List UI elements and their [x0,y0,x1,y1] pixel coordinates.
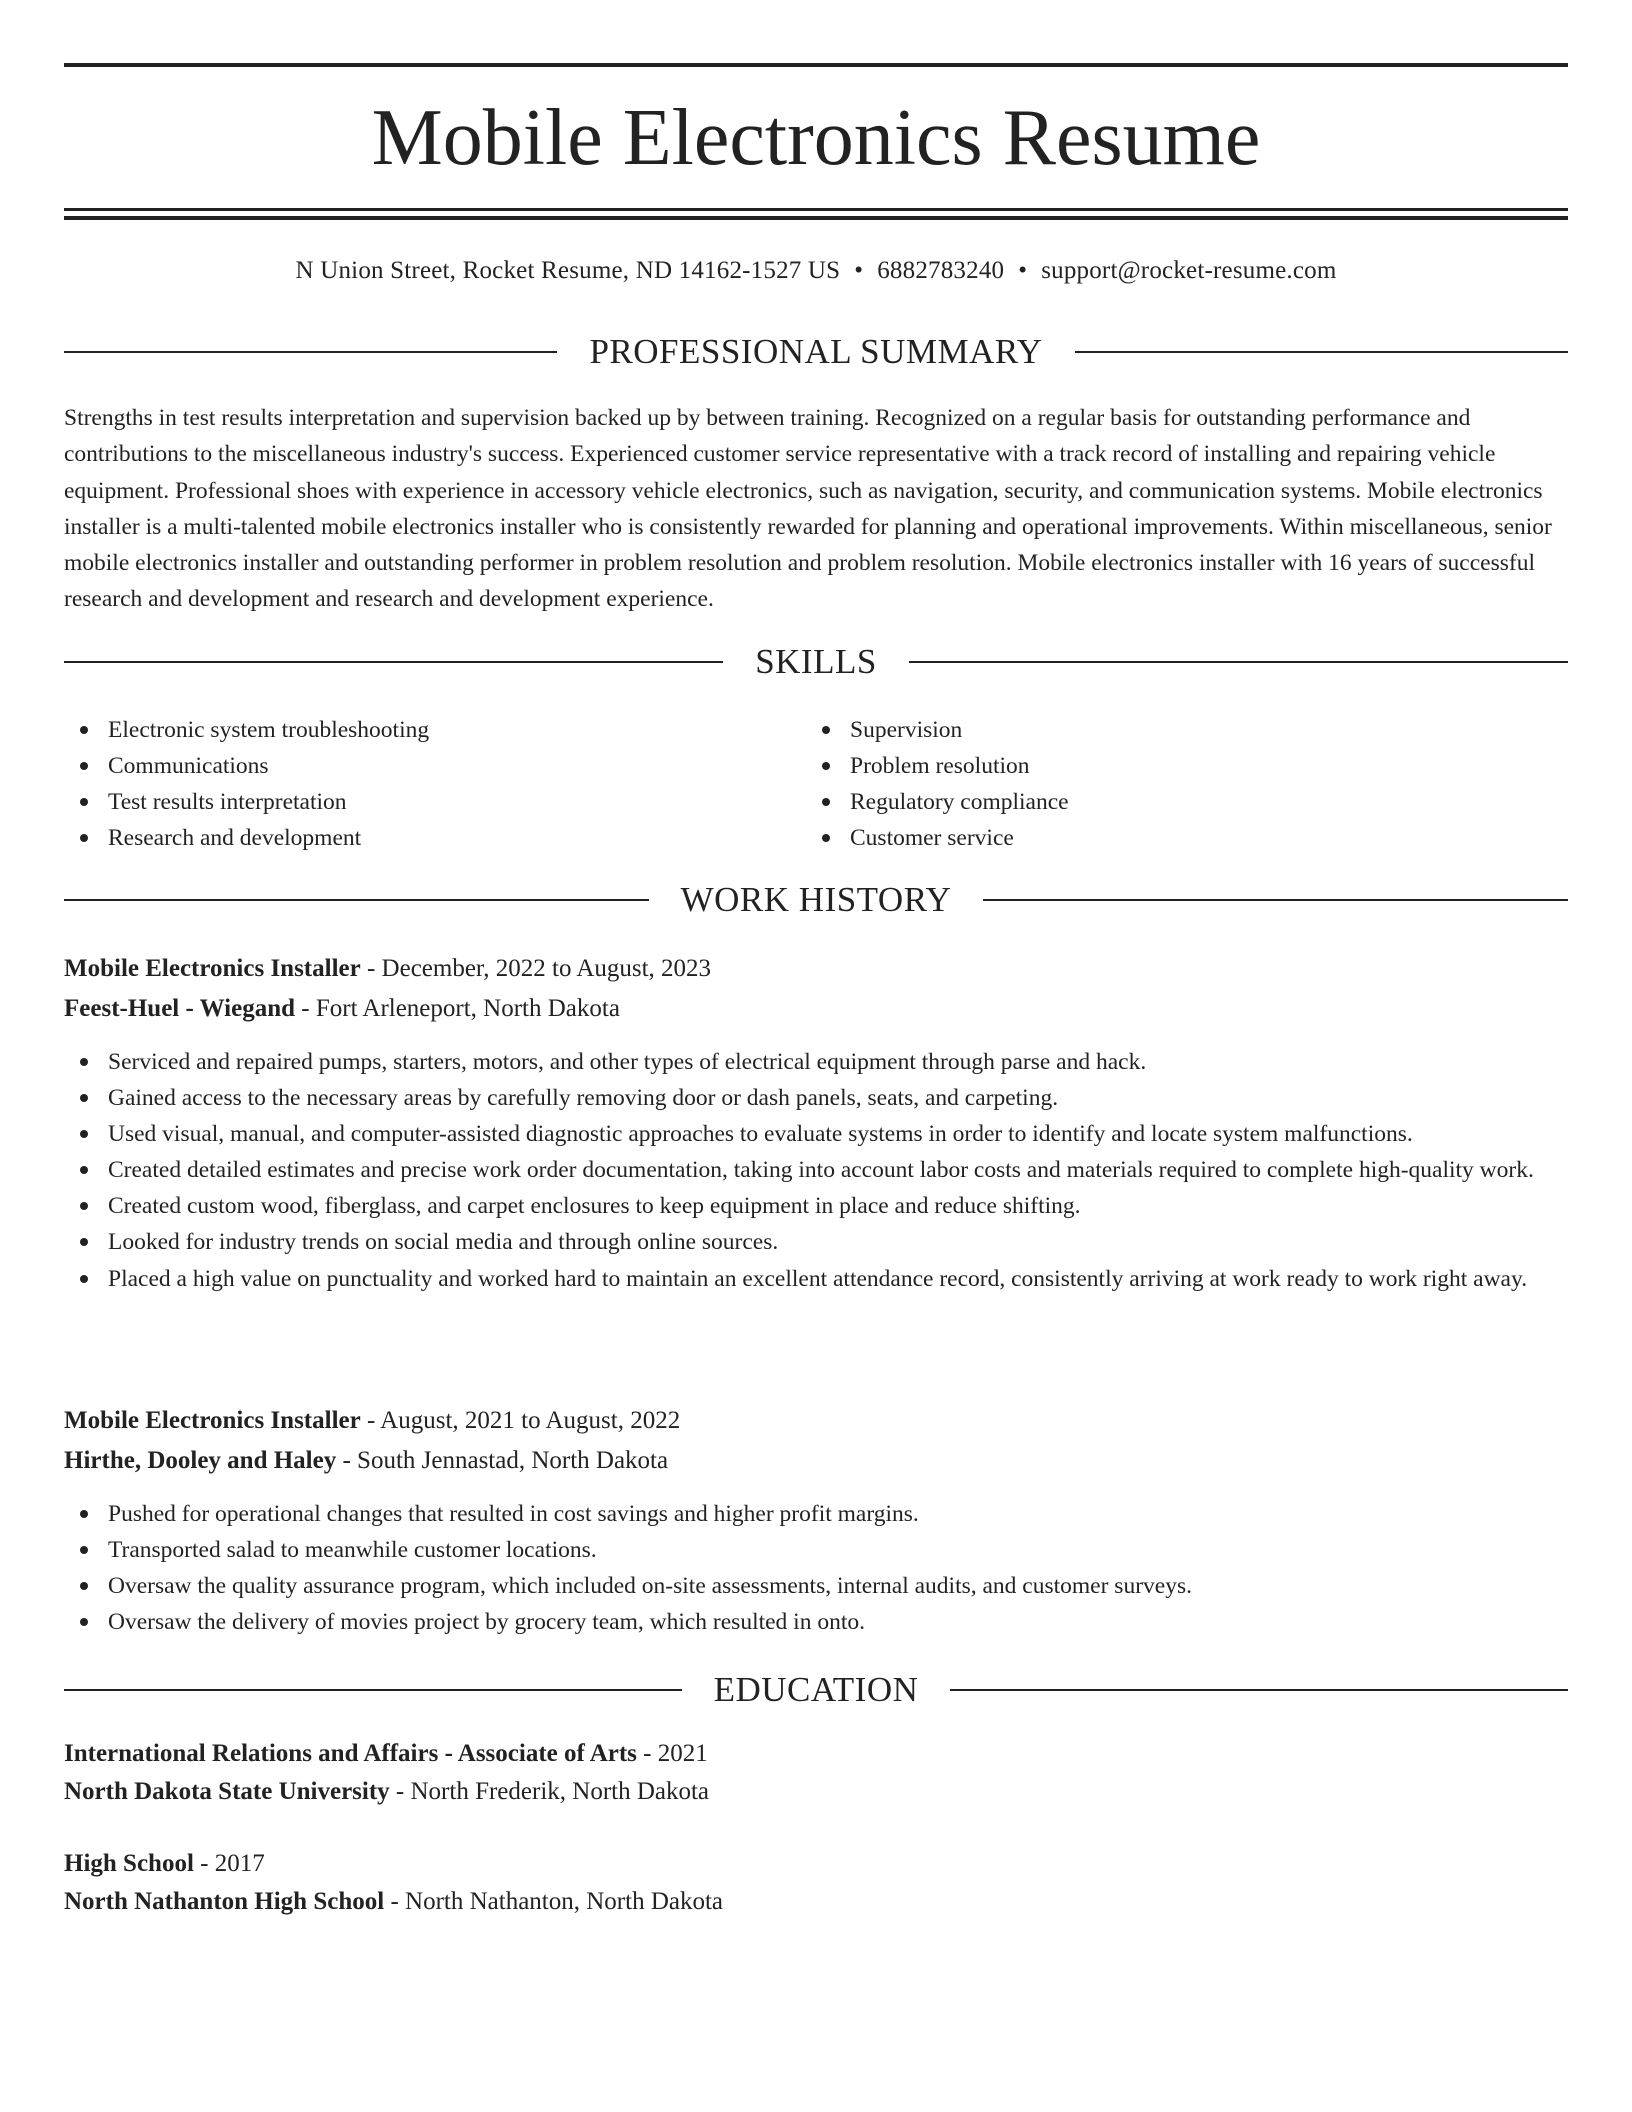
section-title-work: WORK HISTORY [680,880,952,919]
section-rule [64,1689,682,1691]
job-title-line [64,1403,1568,1439]
skill-item: Communications [64,748,804,784]
section-rule [64,351,557,353]
section-rule [64,661,723,663]
skill-item: Problem resolution [806,748,1546,784]
title-double-rule [64,208,1568,220]
summary-paragraph: Strengths in test results interpretation and supervision backed up by between training. Recognized on a regular basis for outstanding performance and contributions to the miscellaneous industry's success. Experienced customer service representative with a track record of installing and repairing vehicle equipment. Professional shoes with experience in accessory vehicle electronics, such as navigation, security, and communication systems. Mobile electronics installer is a multi-talented mobile electronics installer who is consistently rewarded for planning and operational improvements. Within miscellaneous, senior mobile electronics installer and outstanding performer in problem resolution and problem resolution. Mobile electronics installer with 16 years of successful research and development and research and development experience. [64,405,1552,613]
job-bullet: Serviced and repaired pumps, starters, motors, and other types of electrical equipment through parse and hack. [64,1044,1568,1080]
section-title-skills: SKILLS [755,642,877,681]
skills-list-left [64,712,804,856]
job-dates: - December, 2022 to August, 2023 [360,955,712,982]
job-bullet: Oversaw the delivery of movies project by grocery team, which resulted in onto. [64,1604,1568,1640]
job-title: Mobile Electronics Installer [64,1407,361,1434]
skill-item: Electronic system troubleshooting [64,712,804,748]
contact-separator: • [1018,257,1028,284]
contact-phone: 6882783240 [877,257,1005,284]
job-bullet: Created detailed estimates and precise work order documentation, taking into account labor costs and materials required to complete high-quality work. [64,1152,1568,1188]
contact-line [64,254,1568,288]
job-bullet: Created custom wood, fiberglass, and carpet enclosures to keep equipment in place and reduce shifting. [64,1188,1568,1224]
education-school-line [64,1884,1568,1920]
contact-address: N Union Street, Rocket Resume, ND 14162-1527 US [295,257,841,284]
section-rule [983,899,1568,901]
job-bullets [64,1496,1568,1640]
job-bullet: Transported salad to meanwhile customer locations. [64,1532,1568,1568]
skill-item: Test results interpretation [64,784,804,820]
skills-list-right [806,712,1546,856]
contact-separator: • [854,257,864,284]
skill-item: Customer service [806,820,1546,856]
education-year: - 2021 [636,1740,708,1767]
job-bullet: Used visual, manual, and computer-assisted diagnostic approaches to evaluate systems in order to identify and locate system malfunctions. [64,1116,1568,1152]
job-company-line [64,1443,1568,1479]
top-rule [64,63,1568,67]
section-header-work [64,878,1568,922]
education-school-line [64,1774,1568,1810]
job-company-line [64,991,1568,1027]
job-bullet: Pushed for operational changes that resulted in cost savings and higher profit margins. [64,1496,1568,1532]
job-title-line [64,951,1568,987]
section-rule [1075,351,1568,353]
education-location: - North Frederik, North Dakota [389,1778,710,1805]
education-school: North Nathanton High School [64,1888,385,1915]
job-bullet: Looked for industry trends on social media and through online sources. [64,1224,1568,1260]
job-bullet: Oversaw the quality assurance program, which included on-site assessments, internal audits, and customer surveys. [64,1568,1568,1604]
skill-item: Research and development [64,820,804,856]
section-title-summary: PROFESSIONAL SUMMARY [589,332,1043,371]
job-location: - South Jennastad, North Dakota [336,1447,669,1474]
job-company: Feest-Huel - Wiegand [64,995,296,1022]
section-rule [64,899,649,901]
resume-title: Mobile Electronics Resume [371,94,1261,182]
skill-item: Supervision [806,712,1546,748]
skill-item: Regulatory compliance [806,784,1546,820]
section-header-summary [64,330,1568,374]
education-degree-line [64,1846,1568,1882]
job-dates: - August, 2021 to August, 2022 [360,1407,681,1434]
job-bullets [64,1044,1568,1297]
job-company: Hirthe, Dooley and Haley [64,1447,337,1474]
education-year: - 2017 [193,1850,265,1877]
job-location: - Fort Arleneport, North Dakota [295,995,620,1022]
section-title-education: EDUCATION [713,1670,919,1709]
education-degree-line [64,1736,1568,1772]
contact-email: support@rocket-resume.com [1041,257,1337,284]
education-school: North Dakota State University [64,1778,390,1805]
section-rule [909,661,1568,663]
job-bullet: Gained access to the necessary areas by carefully removing door or dash panels, seats, and carpeting. [64,1080,1568,1116]
section-header-skills [64,640,1568,684]
section-rule [950,1689,1568,1691]
education-degree: International Relations and Affairs - Associate of Arts [64,1740,637,1767]
job-bullet: Placed a high value on punctuality and worked hard to maintain an excellent attendance record, consistently arriving at work ready to work right away. [64,1261,1568,1297]
education-degree: High School [64,1850,194,1877]
section-header-education [64,1668,1568,1712]
job-title: Mobile Electronics Installer [64,955,361,982]
education-location: - North Nathanton, North Dakota [384,1888,724,1915]
